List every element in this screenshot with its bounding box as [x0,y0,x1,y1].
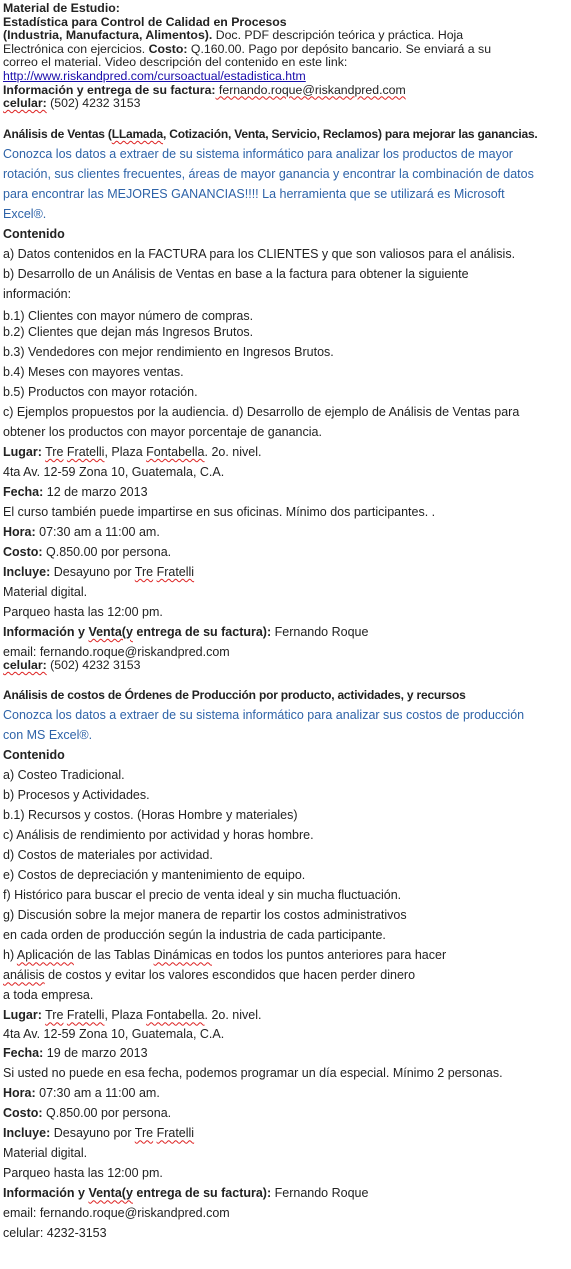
incluye-fratelli: Fratelli [156,564,195,579]
costos-incluye [3,1123,571,1143]
info-label-b: Venta(y [88,1186,133,1201]
celular-value: (502) 4232 3153 [46,657,141,672]
material-info-label: Información y entrega de su factura: [3,82,216,97]
ventas-lugar [3,442,571,462]
lugar-tre: Tre [45,444,64,459]
costo-value: Q.850.00 por persona. [42,544,172,559]
costos-item: g) Discusión sobre la mejor manera de repartir los costos administrativos [3,908,407,923]
hora-value: 07:30 am a 11:00 am. [35,524,160,539]
material-description-2: Electrónica con ejercicios. [3,41,149,56]
ventas-item: b.2) Clientes que dejan más Ingresos Brutos. [3,324,254,339]
material-link[interactable]: http://www.riskandpred.com/cursoactual/estadistica.htm [3,68,306,83]
costos-celular: celular: 4232-3153 [3,1226,107,1241]
ventas-item: b.5) Productos con mayor rotación. [3,384,198,399]
lugar-rest: . 2o. nivel. [204,1008,262,1023]
lugar-fontabella: Fontabella [146,1008,205,1023]
ventas-item: b.1) Clientes con mayor número de compras. [3,308,254,323]
costos-item: b.1) Recursos y costos. (Horas Hombre y materiales) [3,808,298,823]
ventas-title-b: LLamada [111,126,164,141]
lugar-rest: . 2o. nivel. [204,444,262,459]
h-dinamicas: Dinámicas [153,948,212,963]
ventas-contenido-label: Contenido [3,226,65,241]
ventas-celular [3,659,571,673]
costos-item: a) Costeo Tradicional. [3,768,125,783]
hora-label: Hora: [3,1086,36,1101]
lugar-plaza: , Plaza [104,1008,147,1023]
costos-item: e) Costos de depreciación y mantenimiento de equipo. [3,868,306,883]
h-pre: h) [3,948,17,963]
h-post: en todos los puntos anteriores para hacer [211,948,447,963]
material-celular-value: (502) 4232 3153 [46,96,141,111]
ventas-item: información: [3,286,72,301]
costos-item: f) Histórico para buscar el precio de venta ideal y sin mucha fluctuación. [3,888,402,903]
costos-parqueo: Parqueo hasta las 12:00 pm. [3,1166,163,1181]
costos-contenido-label: Contenido [3,748,65,763]
material-subtitle: (Industria, Manufactura, Alimentos). [3,28,213,43]
info-label-a: Información y [3,624,89,639]
ventas-item: c) Ejemplos propuestos por la audiencia. d) Desarrollo de ejemplo de Análisis de Ventas para [3,404,520,419]
ventas-item: b.4) Meses con mayores ventas. [3,364,184,379]
ventas-intro-1: Conozca los datos a extraer de su sistema informático para analizar los productos de mayor [3,146,513,161]
costos-costo [3,1103,571,1123]
lugar-fratelli: Fratelli [66,444,105,459]
costos-direccion: 4ta Av. 12-59 Zona 10, Guatemala, C.A. [3,1027,225,1042]
fecha-value: 19 de marzo 2013 [43,1046,148,1061]
incluye-tre: Tre [134,1126,154,1141]
h-aplicacion: Aplicación [16,948,74,963]
fecha-value: 12 de marzo 2013 [43,484,148,499]
incluye-label: Incluye: [3,564,51,579]
costos-item: c) Análisis de rendimiento por actividad y horas hombre. [3,828,314,843]
material-info-email: fernando.roque@riskandpred.com [215,82,406,97]
costos-item-h [3,945,571,965]
material-title: Estadística para Control de Calidad en Procesos [3,14,287,29]
hora-value: 07:30 am a 11:00 am. [35,1086,160,1101]
incluye-value: Desayuno por [50,1126,135,1141]
celular-label: celular: [3,657,47,672]
ventas-costo [3,542,571,562]
lugar-plaza: , Plaza [104,444,147,459]
material-heading: Material de Estudio: [3,1,120,15]
fecha-label: Fecha: [3,1046,44,1061]
costos-material: Material digital. [3,1146,88,1161]
costos-fecha [3,1043,571,1063]
costos-section [3,688,571,1243]
lugar-fontabella: Fontabella [146,444,205,459]
lugar-label: Lugar: [3,1008,42,1023]
costo-label: Costo: [3,1106,43,1121]
ventas-item: obtener los productos con mayor porcentaje de ganancia. [3,424,322,439]
ventas-hora [3,522,571,542]
lugar-tre: Tre [45,1008,64,1023]
material-cost-label: Costo: [148,41,188,56]
costos-email: email: fernando.roque@riskandpred.com [3,1206,230,1221]
h-mid: de las Tablas [73,948,154,963]
hora-label: Hora: [3,524,36,539]
costo-value: Q.850.00 por persona. [42,1106,172,1121]
material-description-3: correo el material. Video descripción del contenido en este link: [3,55,348,70]
ventas-intro-4: Excel®. [3,206,47,221]
costos-intro-1: Conozca los datos a extraer de su sistema informático para analizar sus costos de producción [3,708,525,723]
costos-item: b) Procesos y Actividades. [3,788,150,803]
material-cost-value: Q.160.00. Pago por depósito bancario. Se enviará a su [187,41,492,56]
lugar-fratelli: Fratelli [66,1008,105,1023]
fecha-label: Fecha: [3,484,44,499]
lugar-label: Lugar: [3,444,42,459]
incluye-fratelli: Fratelli [156,1126,195,1141]
costos-item: en cada orden de producción según la industria de cada participante. [3,928,386,943]
info-label-b: Venta(y [88,624,133,639]
ventas-info [3,622,571,642]
costos-title: Análisis de costos de Órdenes de Producción por producto, actividades, y recursos [3,688,466,703]
info-label-a: Información y [3,1186,89,1201]
ventas-title [3,127,571,141]
material-section [3,2,571,111]
costos-lugar [3,1005,571,1025]
ventas-parqueo: Parqueo hasta las 12:00 pm. [3,604,163,619]
costos-item: d) Costos de materiales por actividad. [3,848,213,863]
ventas-email: email: fernando.roque@riskandpred.com [3,644,230,659]
info-label-c: entrega de su factura): [132,624,272,639]
incluye-tre: Tre [134,564,154,579]
costos-item-h3: a toda empresa. [3,988,94,1003]
ventas-oficinas: El curso también puede impartirse en sus oficinas. Mínimo dos participantes. . [3,504,436,519]
ventas-item: a) Datos contenidos en la FACTURA para los CLIENTES y que son valiosos para el análisis. [3,246,516,261]
ventas-intro-3: para encontrar las MEJORES GANANCIAS!!!! La herramienta que se utilizará es Microsoft [3,186,505,201]
costos-otra-fecha: Si usted no puede en esa fecha, podemos programar un día especial. Mínimo 2 personas. [3,1066,503,1081]
info-label-c: entrega de su factura): [132,1186,272,1201]
ventas-direccion: 4ta Av. 12-59 Zona 10, Guatemala, C.A. [3,464,225,479]
ventas-section [3,127,571,673]
info-value: Fernando Roque [271,624,369,639]
ventas-material: Material digital. [3,584,88,599]
incluye-value: Desayuno por [50,564,135,579]
costos-info [3,1183,571,1203]
costos-item-h2 [3,965,571,985]
ventas-fecha [3,482,571,502]
ventas-intro-2: rotación, sus clientes frecuentes, áreas de mayor ganancia y encontrar la combinación de datos [3,166,534,181]
incluye-label: Incluye: [3,1126,51,1141]
ventas-title-c: , Cotización, Venta, Servicio, Reclamos) para mejorar las ganancias. [163,126,538,141]
h2-analisis: análisis [3,968,45,983]
ventas-item: b) Desarrollo de un Análisis de Ventas en base a la factura para obtener la siguiente [3,266,469,281]
h2-post: de costos y evitar los valores escondidos que hacen perder dinero [44,968,416,983]
costos-intro-2: con MS Excel®. [3,728,93,743]
ventas-title-a: Análisis de Ventas ( [3,126,112,141]
ventas-item: b.3) Vendedores con mejor rendimiento en Ingresos Brutos. [3,344,334,359]
costos-hora [3,1083,571,1103]
material-celular-label: celular: [3,96,47,111]
material-description: Doc. PDF descripción teórica y práctica. Hoja [212,28,464,43]
ventas-incluye [3,562,571,582]
costo-label: Costo: [3,544,43,559]
info-value: Fernando Roque [271,1186,369,1201]
